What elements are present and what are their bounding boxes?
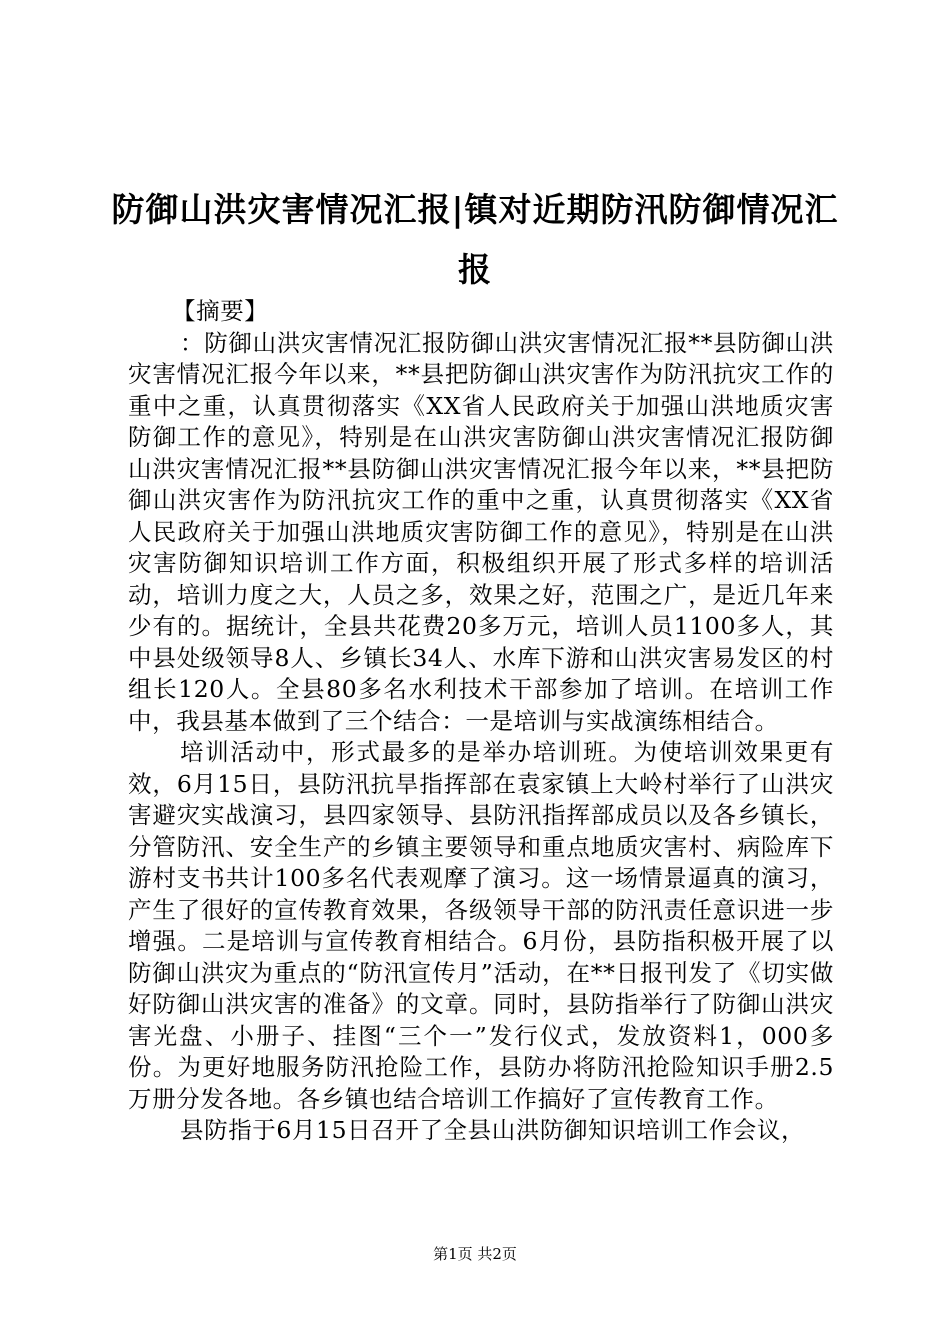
body-paragraph-2: 培训活动中，形式最多的是举办培训班。为使培训效果更有效，6月15日，县防汛抗旱指挥部在袁家镇上大岭村举行了山洪灾害避灾实战演习，县四家领导、县防汛指挥部成员以及各乡镇长，分管防汛、安全生产的乡镇主要领导和重点地质灾害村、病险库下游村支书共计100多名代表观摩了演习。这一场情景逼真的演习，产生了很好的宣传教育效果，各级领导干部的防汛责任意识进一步增强。二是培训与宣传教育相结合。6月份，县防指积极开展了以防御山洪灾为重点的“防汛宣传月”活动，在**日报刊发了《切实做好防御山洪灾害的准备》的文章。同时，县防指举行了防御山洪灾害光盘、小册子、挂图“三个一”发行仪式，发放资料1，000多份。为更好地服务防汛抢险工作，县防办将防汛抢险知识手册2.5万册分发各地。各乡镇也结合培训工作搞好了宣传教育工作。 (128, 738, 834, 1113)
document-title: 防御山洪灾害情况汇报|镇对近期防汛防御情况汇报 (111, 190, 839, 289)
page-number-footer: 第1页 共2页 (433, 1245, 517, 1263)
document-body (128, 296, 834, 1147)
abstract-label: 【摘要】 (172, 297, 269, 325)
body-paragraph-3: 县防指于6月15日召开了全县山洪防御知识培训工作会议， (180, 1116, 806, 1144)
body-paragraph-1: ：防御山洪灾害情况汇报防御山洪灾害情况汇报**县防御山洪灾害情况汇报今年以来，**县把防御山洪灾害作为防汛抗灾工作的重中之重，认真贯彻落实《XX省人民政府关于加强山洪地质灾害防御工作的意见》，特别是在山洪灾害防御山洪灾害情况汇报防御山洪灾害情况汇报**县防御山洪灾害情况汇报今年以来，**县把防御山洪灾害作为防汛抗灾工作的重中之重，认真贯彻落实《XX省人民政府关于加强山洪地质灾害防御工作的意见》，特别是在山洪灾害防御知识培训工作方面，积极组织开展了形式多样的培训活动，培训力度之大，人员之多，效果之好，范围之广，是近几年来少有的。据统计，全县共花费20多万元，培训人员1100多人，其中县处级领导8人、乡镇长34人、水库下游和山洪灾害易发区的村组长120人。全县80多名水利技术干部参加了培训。在培训工作中，我县基本做到了三个结合：一是培训与实战演练相结合。 (128, 328, 834, 735)
